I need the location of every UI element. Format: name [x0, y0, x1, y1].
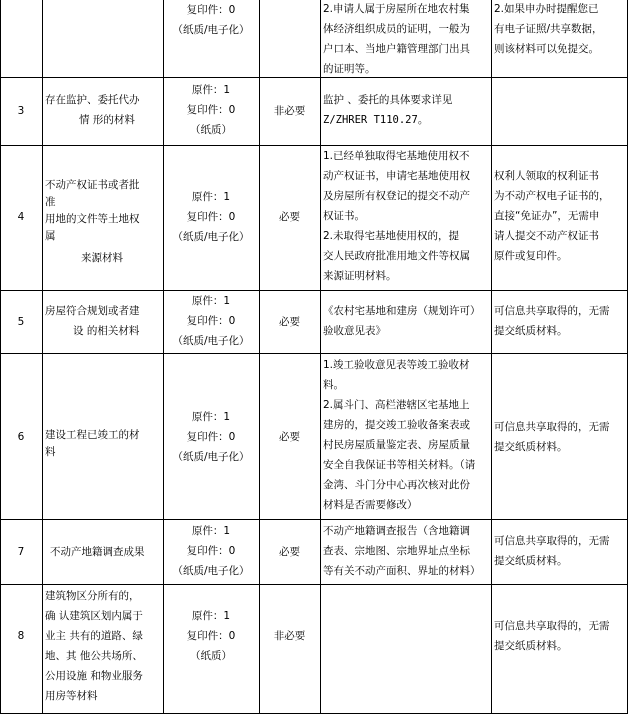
requirement-line: 料。 [323, 379, 344, 391]
requirement-line: 2.未取得宅基地使用权的，提 [323, 230, 460, 242]
copy-count-cell [163, 291, 259, 351]
row-divider [0, 519, 628, 520]
copy-line: （纸质/电子化） [172, 24, 250, 36]
copy-line: 复印件：0 [186, 211, 236, 223]
requirement-cell [323, 0, 491, 79]
material-name-line: 不动产地籍调查成果 [50, 546, 145, 558]
material-name-line: 来源材料 [81, 252, 123, 264]
requirement-line: 验收意见表》 [323, 325, 386, 337]
row-divider [0, 584, 628, 585]
note-line: 可信息共享取得的，无需 [494, 535, 610, 547]
requirement-line: 1.竣工验收意见表等竣工验收材 [323, 359, 470, 371]
note-line: 提交纸质材料。 [494, 555, 568, 567]
material-name-cell [50, 542, 163, 562]
note-cell [494, 301, 627, 341]
material-name-line: 业主 共有的道路、绿 [45, 630, 143, 642]
copy-line: 原件：1 [191, 191, 231, 203]
material-name-cell [45, 427, 163, 461]
note-cell [494, 166, 627, 266]
requirement-line: 及房屋所有权登记的提交不动产 [323, 190, 470, 202]
requirement-cell [323, 521, 491, 581]
note-line: 提交纸质材料。 [494, 441, 568, 453]
requirement-line: 1.已经单独取得宅基地使用权不 [323, 150, 470, 162]
column-divider [320, 0, 321, 714]
requirement-cell [323, 301, 491, 341]
material-name-line: 设 的相关材料 [73, 325, 140, 337]
note-line: 直接“免证办”，无需申 [494, 210, 600, 222]
row-number: 3 [17, 105, 25, 117]
requirement-line: 体经济组织成员的证明，一般为 [323, 23, 470, 35]
copy-line: 原件：1 [191, 411, 231, 423]
copy-line: （纸质/电子化） [172, 231, 250, 243]
material-name-cell [45, 177, 163, 267]
requirement-cell [323, 355, 491, 515]
material-name-line: 用地的文件等土地权 [45, 213, 140, 225]
requirement-line: 2.属斗门、高栏港辖区宅基地上 [323, 399, 470, 411]
requirement-line: 2.申请人属于房屋所在地农村集 [323, 3, 470, 15]
note-line: 有电子证照/共享数据， [494, 23, 603, 35]
material-name-cell [45, 586, 163, 706]
material-name-cell [45, 301, 163, 341]
required-flag: 必要 [279, 316, 300, 328]
note-cell [494, 0, 627, 59]
required-flag: 非必要 [273, 630, 306, 642]
copy-line: 复印件：0 [186, 104, 236, 116]
required-flag: 必要 [279, 211, 300, 223]
column-divider [42, 0, 43, 714]
column-divider [491, 0, 492, 714]
requirement-cell [323, 90, 491, 130]
required-flag: 必要 [279, 431, 300, 443]
material-name-line: 地、其 他公共场所、 [45, 650, 143, 662]
copy-line: （纸质/电子化） [172, 565, 250, 577]
copy-line: （纸质/电子化） [172, 335, 250, 347]
row-divider [0, 353, 628, 354]
copy-line: 原件：1 [191, 525, 231, 537]
material-name-line: 建筑物区分所有的， [45, 590, 140, 602]
row-number: 6 [17, 431, 25, 443]
material-name-line: 建设工程已竣工的材 [45, 429, 140, 441]
copy-line: 复印件：0 [186, 630, 236, 642]
note-line: 则该材料可以免提交。 [494, 43, 599, 55]
requirement-line: 权证书。 [323, 210, 365, 222]
material-name-line: 不动产权证书或者批 [45, 179, 140, 191]
note-line: 提交纸质材料。 [494, 325, 568, 337]
note-line: 权利人领取的权利证书 [494, 170, 599, 182]
requirement-line: 不动产地籍调查报告（含地籍调 [323, 525, 470, 537]
copy-count-cell [163, 407, 259, 467]
requirement-line: 安全自我保证书等相关材料。（请 [323, 459, 476, 471]
requirement-cell [323, 146, 491, 286]
requirement-line: 来源证明材料。 [323, 270, 397, 282]
copy-line: 复印件：0 [186, 545, 236, 557]
material-name-line: 准 [45, 196, 56, 208]
row-number: 7 [17, 546, 25, 558]
row-divider [0, 290, 628, 291]
copy-line: （纸质） [190, 124, 232, 136]
copy-line: 复印件：0 [186, 315, 236, 327]
copy-count-cell [163, 80, 259, 140]
copy-line: 复印件：0 [186, 4, 236, 16]
material-name-cell [45, 90, 163, 130]
note-line: 提交纸质材料。 [494, 640, 568, 652]
requirement-line: 户口本、当地户籍管理部门出具 [323, 43, 470, 55]
copy-line: 原件：1 [191, 84, 231, 96]
material-name-line: 属 [45, 230, 56, 242]
note-line: 可信息共享取得的，无需 [494, 620, 610, 632]
copy-count-cell [163, 0, 259, 40]
requirement-line: Z/ZHRER T110.27。 [323, 114, 429, 126]
copy-line: 原件：1 [191, 295, 231, 307]
copy-count-cell [163, 606, 259, 666]
requirement-line: 金湾、斗门分中心再次核对此份 [323, 479, 470, 491]
row-number: 5 [17, 316, 25, 328]
copy-line: （纸质） [190, 650, 232, 662]
row-number: 4 [17, 211, 25, 223]
copy-line: 复印件：0 [186, 431, 236, 443]
copy-count-cell [163, 187, 259, 247]
requirement-line: 动产权证书，申请宅基地使用权 [323, 170, 470, 182]
note-line: 可信息共享取得的，无需 [494, 421, 610, 433]
requirement-line: 的证明等。 [323, 63, 376, 75]
copy-line: 原件：1 [191, 610, 231, 622]
material-name-line: 房屋符合规划或者建 [45, 305, 140, 317]
row-divider [0, 145, 628, 146]
required-flag: 非必要 [273, 105, 306, 117]
note-line: 可信息共享取得的，无需 [494, 305, 610, 317]
material-name-line: 用房等材料 [45, 690, 98, 702]
requirement-line: 《农村宅基地和建房（规划许可） [323, 305, 481, 317]
material-name-line: 情 形的材料 [79, 114, 135, 126]
copy-count-cell [163, 521, 259, 581]
requirement-line: 材料是否需要修改） [323, 499, 418, 511]
requirement-line: 交人民政府批准用地文件等权属 [323, 250, 470, 262]
note-line: 2.如果申办时提醒您已 [494, 3, 599, 15]
requirement-line: 查表、宗地图、宗地界址点坐标 [323, 545, 470, 557]
requirement-line: 建房的，提交竣工验收备案表或 [323, 419, 470, 431]
requirement-line: 村民房屋质量鉴定表、房屋质量 [323, 439, 470, 451]
note-cell [494, 531, 627, 571]
material-name-line: 确 认建筑区划内属于 [45, 610, 143, 622]
note-cell [494, 616, 627, 656]
material-name-line: 存在监护、委托代办 [45, 94, 140, 106]
copy-line: （纸质/电子化） [172, 451, 250, 463]
note-line: 为不动产权电子证书的， [494, 190, 610, 202]
requirement-line: 监护 、委托的具体要求详见 [323, 94, 453, 106]
material-name-line: 公用设施 和物业服务 [45, 670, 143, 682]
required-flag: 必要 [279, 546, 300, 558]
material-name-line: 料 [45, 446, 56, 458]
row-number: 8 [17, 630, 25, 642]
row-divider [0, 77, 628, 78]
requirement-line: 等有关不动产面积、界址的材料） [323, 565, 481, 577]
note-line: 原件或复印件。 [494, 250, 568, 262]
note-cell [494, 417, 627, 457]
note-line: 请人提交不动产权证书 [494, 230, 599, 242]
